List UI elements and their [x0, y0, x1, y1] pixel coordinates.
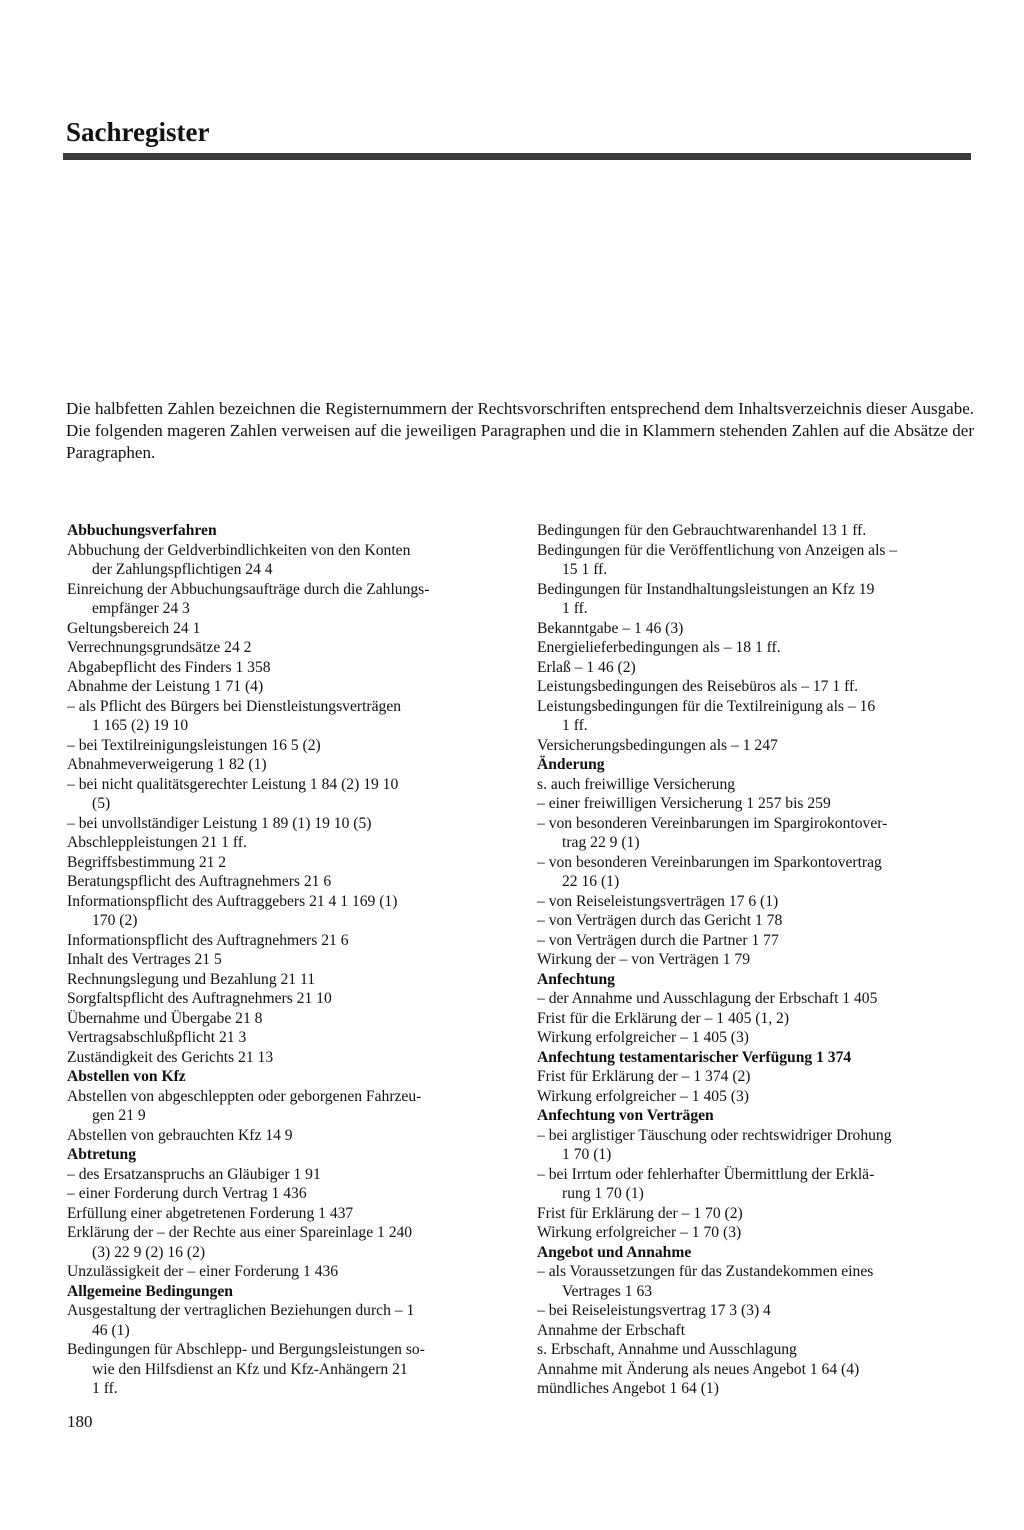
index-line: trag 22 9 (1) [562, 834, 640, 851]
index-line: Anfechtung von Verträgen [537, 1107, 714, 1124]
index-line: der Zahlungspflichtigen 24 4 [92, 561, 273, 578]
index-line: Leistungsbedingungen für die Textilreinigung als – 16 [537, 697, 876, 715]
index-line: Unzulässigkeit der – einer Forderung 1 436 [67, 1263, 339, 1280]
index-line: Ausgestaltung der vertraglichen Beziehungen durch – 1 [67, 1302, 415, 1319]
index-line: Anfechtung [537, 970, 615, 988]
index-line: Abbuchung der Geldverbindlichkeiten von den Konten [67, 541, 411, 559]
index-line: – bei Reiseleistungsvertrag 17 3 (3) 4 [537, 1302, 771, 1319]
page-number: 180 [67, 1412, 93, 1431]
index-line: gen 21 9 [92, 1107, 146, 1124]
index-line: – des Ersatzanspruchs an Gläubiger 1 91 [67, 1165, 321, 1183]
index-column-right [537, 521, 977, 1399]
index-line: – von Verträgen durch die Partner 1 77 [537, 931, 779, 949]
index-line: Bekanntgabe – 1 46 (3) [537, 619, 684, 637]
index-line: 1 70 (1) [562, 1146, 612, 1163]
index-line: Zuständigkeit des Gerichts 21 13 [67, 1048, 274, 1066]
index-line: Bedingungen für Abschlepp- und Bergungsleistungen so- [67, 1341, 425, 1358]
index-line: 22 16 (1) [562, 873, 620, 890]
page-title: Sachregister [66, 117, 210, 147]
index-line: s. auch freiwillige Versicherung [537, 775, 736, 793]
index-line: Annahme mit Änderung als neues Angebot 1 64 (4) [537, 1360, 860, 1378]
index-line: Wirkung der – von Verträgen 1 79 [537, 951, 751, 968]
index-line: – von Reiseleistungsverträgen 17 6 (1) [537, 892, 779, 910]
index-line: – bei unvollständiger Leistung 1 89 (1) 19 10 (5) [67, 814, 372, 832]
index-line: Wirkung erfolgreicher – 1 70 (3) [537, 1224, 742, 1241]
index-line: Allgemeine Bedingungen [67, 1282, 233, 1300]
index-line: Abgabepflicht des Finders 1 358 [67, 658, 271, 676]
index-line: Erklärung der – der Rechte aus einer Spareinlage 1 240 [67, 1224, 413, 1241]
index-line: (5) [92, 795, 111, 812]
index-line: Bedingungen für Instandhaltungsleistungen an Kfz 19 [537, 580, 875, 598]
index-line: Einreichung der Abbuchungsaufträge durch die Zahlungs- [67, 580, 430, 598]
index-line: Anfechtung testamentarischer Verfügung 1 374 [537, 1048, 852, 1066]
index-line: Frist für Erklärung der – 1 374 (2) [537, 1068, 751, 1085]
index-line: Abnahme der Leistung 1 71 (4) [67, 678, 264, 695]
index-line: Energielieferbedingungen als – 18 1 ff. [537, 639, 781, 656]
index-line: 170 (2) [92, 912, 138, 929]
index-line: Frist für die Erklärung der – 1 405 (1, 2) [537, 1009, 790, 1027]
intro-paragraph: Die halbfetten Zahlen bezeichnen die Registernummern der Rechtsvorschriften entsprechend dem Inhaltsverzeichnis dieser Ausgabe. Die folgenden mageren Zahlen verweisen auf die jeweiligen Paragraphen und die in Klammern stehenden Zahlen auf die Absätze der Paragraphen. [66, 399, 974, 462]
index-line: wie den Hilfsdienst an Kfz und Kfz-Anhängern 21 [92, 1360, 408, 1378]
index-line: Informationspflicht des Auftragnehmers 21 6 [67, 931, 349, 949]
index-line: 46 (1) [92, 1321, 130, 1339]
index-line: Abbuchungsverfahren [67, 522, 217, 539]
index-line: – der Annahme und Ausschlagung der Erbschaft 1 405 [537, 990, 878, 1007]
index-line: Bedingungen für den Gebrauchtwarenhandel 13 1 ff. [537, 522, 867, 539]
index-line: Erfüllung einer abgetretenen Forderung 1 437 [67, 1204, 354, 1222]
index-line: Inhalt des Vertrages 21 5 [67, 951, 222, 968]
index-line: – von Verträgen durch das Gericht 1 78 [537, 912, 783, 929]
index-line: 15 1 ff. [562, 561, 608, 578]
index-line: Übernahme und Übergabe 21 8 [67, 1009, 263, 1027]
index-line: 1 165 (2) 19 10 [92, 717, 189, 734]
index-line: Abstellen von Kfz [67, 1068, 186, 1085]
index-line: empfänger 24 3 [92, 600, 190, 617]
title-rule [63, 153, 971, 160]
index-line: Versicherungsbedingungen als – 1 247 [537, 736, 778, 754]
index-line: Änderung [537, 756, 605, 773]
index-line: Abstellen von gebrauchten Kfz 14 9 [67, 1126, 293, 1144]
index-line: Sorgfaltspflicht des Auftragnehmers 21 10 [67, 990, 332, 1007]
index-line: Rechnungslegung und Bezahlung 21 11 [67, 970, 316, 988]
index-line: Erlaß – 1 46 (2) [537, 658, 636, 676]
index-line: Verrechnungsgrundsätze 24 2 [67, 639, 252, 656]
index-line: – bei Irrtum oder fehlerhafter Übermittlung der Erklä- [537, 1165, 875, 1183]
index-line: – bei Textilreinigungsleistungen 16 5 (2) [67, 736, 321, 754]
index-line: (3) 22 9 (2) 16 (2) [92, 1243, 206, 1261]
index-line: Beratungspflicht des Auftragnehmers 21 6 [67, 873, 332, 890]
index-line: Leistungsbedingungen des Reisebüros als – 17 1 ff. [537, 678, 859, 695]
index-line: Begriffsbestimmung 21 2 [67, 853, 227, 871]
index-line: Vertragsabschlußpflicht 21 3 [67, 1029, 247, 1046]
index-line: – als Voraussetzungen für das Zustandekommen eines [537, 1263, 874, 1280]
index-line: 1 ff. [92, 1380, 118, 1397]
index-line: Angebot und Annahme [537, 1243, 692, 1261]
index-line: – bei nicht qualitätsgerechter Leistung 1 84 (2) 19 10 [67, 775, 399, 793]
index-line: Geltungsbereich 24 1 [67, 619, 201, 637]
index-line: Wirkung erfolgreicher – 1 405 (3) [537, 1029, 749, 1046]
index-column-left [67, 521, 507, 1399]
index-line: – von besonderen Vereinbarungen im Sparkontovertrag [537, 853, 882, 871]
index-line: – einer Forderung durch Vertrag 1 436 [67, 1185, 307, 1202]
index-line: 1 ff. [562, 717, 588, 734]
index-line: s. Erbschaft, Annahme und Ausschlagung [537, 1341, 797, 1358]
index-line: – als Pflicht des Bürgers bei Dienstleistungsverträgen [67, 697, 402, 715]
index-line: rung 1 70 (1) [562, 1185, 644, 1202]
index-line: 1 ff. [562, 600, 588, 617]
index-line: Wirkung erfolgreicher – 1 405 (3) [537, 1087, 749, 1105]
index-line: – einer freiwilligen Versicherung 1 257 bis 259 [537, 795, 831, 812]
index-line: mündliches Angebot 1 64 (1) [537, 1380, 719, 1397]
index-line: Abstellen von abgeschleppten oder geborgenen Fahrzeu- [67, 1087, 422, 1105]
index-line: Informationspflicht des Auftraggebers 21 4 1 169 (1) [67, 892, 398, 910]
index-line: Abnahmeverweigerung 1 82 (1) [67, 756, 267, 773]
index-line: Bedingungen für die Veröffentlichung von Anzeigen als – [537, 541, 898, 559]
index-line: Abtretung [67, 1146, 137, 1163]
index-line: Annahme der Erbschaft [537, 1321, 686, 1339]
index-line: Frist für Erklärung der – 1 70 (2) [537, 1204, 743, 1222]
index-line: – von besonderen Vereinbarungen im Spargirokontover- [537, 814, 888, 832]
index-line: – bei arglistiger Täuschung oder rechtswidriger Drohung [537, 1126, 892, 1144]
index-line: Vertrages 1 63 [562, 1282, 653, 1300]
index-line: Abschleppleistungen 21 1 ff. [67, 834, 247, 851]
